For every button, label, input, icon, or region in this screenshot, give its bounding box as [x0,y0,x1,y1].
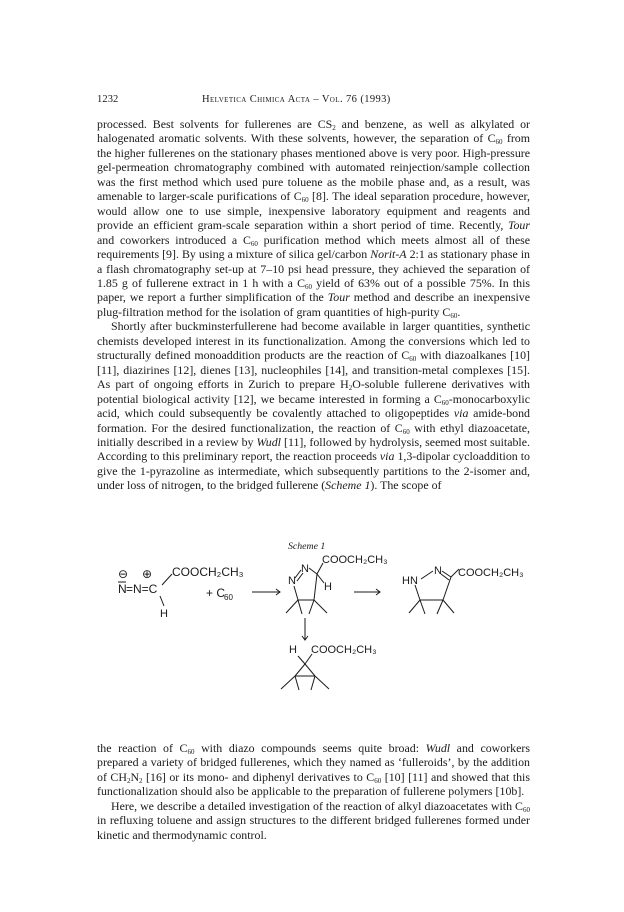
bond-line [160,596,164,606]
bond-line [309,600,314,614]
bond-line [314,600,327,613]
ester-label-1: COOCH₂CH₃ [172,565,244,579]
bond-line [314,574,317,600]
body-text-bottom [97,741,530,842]
bond-line [286,600,298,613]
ester-label-2: COOCH₂CH₃ [322,554,388,566]
bond-line [295,664,305,676]
n-label-3: N [434,565,442,577]
bond-line [317,574,324,583]
bond-line [298,656,305,664]
bond-line [295,676,299,690]
n-label-1: N [288,575,296,587]
bond-line [281,676,295,689]
bond-line [311,676,315,690]
ester-label-3: COOCH₂CH₃ [458,567,524,579]
h-label-2: H [324,581,332,593]
h-label-3: H [289,644,297,656]
n-label-2: N [301,563,309,575]
bond-line [443,600,454,613]
diazo-chain-label: =N=C [126,582,158,596]
bond-line [315,676,329,689]
charge-plus-label: ⊕ [142,567,153,581]
bond-line [305,664,315,676]
plus-c60-label: + C [206,586,226,600]
bond-line [421,571,433,579]
bond-line [294,586,298,600]
bond-line [420,600,425,614]
bond-line [409,600,420,613]
ester-label-4: COOCH₂CH₃ [311,644,377,656]
bond-line [162,574,172,585]
paragraph: the reaction of $C_{60}$ with diazo compounds seems quite broad: Wudl and coworkers prepared a variety of bridged fullerenes, which they named as ‘fulleroids’, by the addition of $CH_2N_2$ [16] or its mono- and diphenyl derivatives to $C_{60}$ [10] [11] and showed that this functionalization should also be applicable to the preparation of fullerene polymers [10b]. [97,741,530,799]
hn-label: HN [402,575,418,587]
running-header: Helvetica Chimica Acta – Vol. 76 (1993) [202,94,391,105]
page-number: 1232 [97,94,119,105]
bond-line [309,568,317,574]
diazo-n-label: N [118,582,127,596]
bond-line [415,585,420,600]
h-label-1: H [160,608,168,620]
bond-line [298,600,302,614]
scheme-caption: Scheme 1 [288,541,326,552]
paragraph: Shortly after buckminsterfullerene had become available in larger quantities, synthetic chemists developed interest in its functionalization. Among the conversions which led to structurally defined monoaddition products are the reaction of $C_{60}$ with diazoalkanes [10] [11], diazirines [12], dienes [13], nucleophiles [14], and transition-metal complexes [15]. As part of ongoing efforts in Zurich to prepare $H_2O$-soluble fullerene derivatives with potential biological activity [12], we became interested in forming a $C_{60}$-monocarboxylic acid, which could subsequently be covalently attached to oligopeptides via amide-bond formation. For the desired functionalization, the reaction of $C_{60}$ with ethyl diazoacetate, initially described in a review by Wudl [11], followed by hydrolysis, seemed most suitable. According to this preliminary report, the reaction proceeds via 1,3-dipolar cycloaddition to give the 1-pyrazoline as intermediate, which subsequently partitions to the 2-isomer and, under loss of nitrogen, to the bridged fullerene (Scheme 1). The scope of [97,319,531,493]
bond-line [443,577,451,600]
bond-line [437,600,443,614]
charge-minus-label: ⊖ [118,567,129,581]
paragraph: Here, we describe a detailed investigation of the reaction of alkyl diazoacetates with $C_{60}$ in refluxing toluene and assign structures to the different bridged fullerenes formed under kinetic and thermodynamic control. [97,798,530,842]
c60-subscript: 60 [224,593,233,602]
paragraph: processed. Best solvents for fullerenes are $CS_2$ and benzene, as well as alkylated or halogenated aromatic solvents. With these solvents, however, the separation of $C_{60}$ from the higher fullerenes on the stationary phases mentioned above is very poor. High-pressure gel-permeation chromatography combined with automated reinjection/sample collection was the first method which used pure toluene as the mobile phase and, as a result, was amenable to larger-scale purifications of $C_{60}$ [8]. The ideal separation procedure, however, would allow one to use simple, inexpensive laboratory equipment and reagents and provide an efficient gram-scale separation within a short period of time. Recently, Tour and coworkers introduced a $C_{60}$ purification method which meets almost all of these requirements [9]. By using a mixture of silica gel/carbon Norit-A 2:1 as stationary phase in a flash chromatography set-up at 7–10 psi head pressure, they achieved the separation of 1.85 g of fullerene extract in 1 h with a $C_{60}$ yield of 63% out of a possible 75%. In this paper, we report a further simplification of the Tour method and describe an inexpensive plug-filtration method for the isolation of gram quantities of high-purity $C_{60}$. [97,117,531,320]
